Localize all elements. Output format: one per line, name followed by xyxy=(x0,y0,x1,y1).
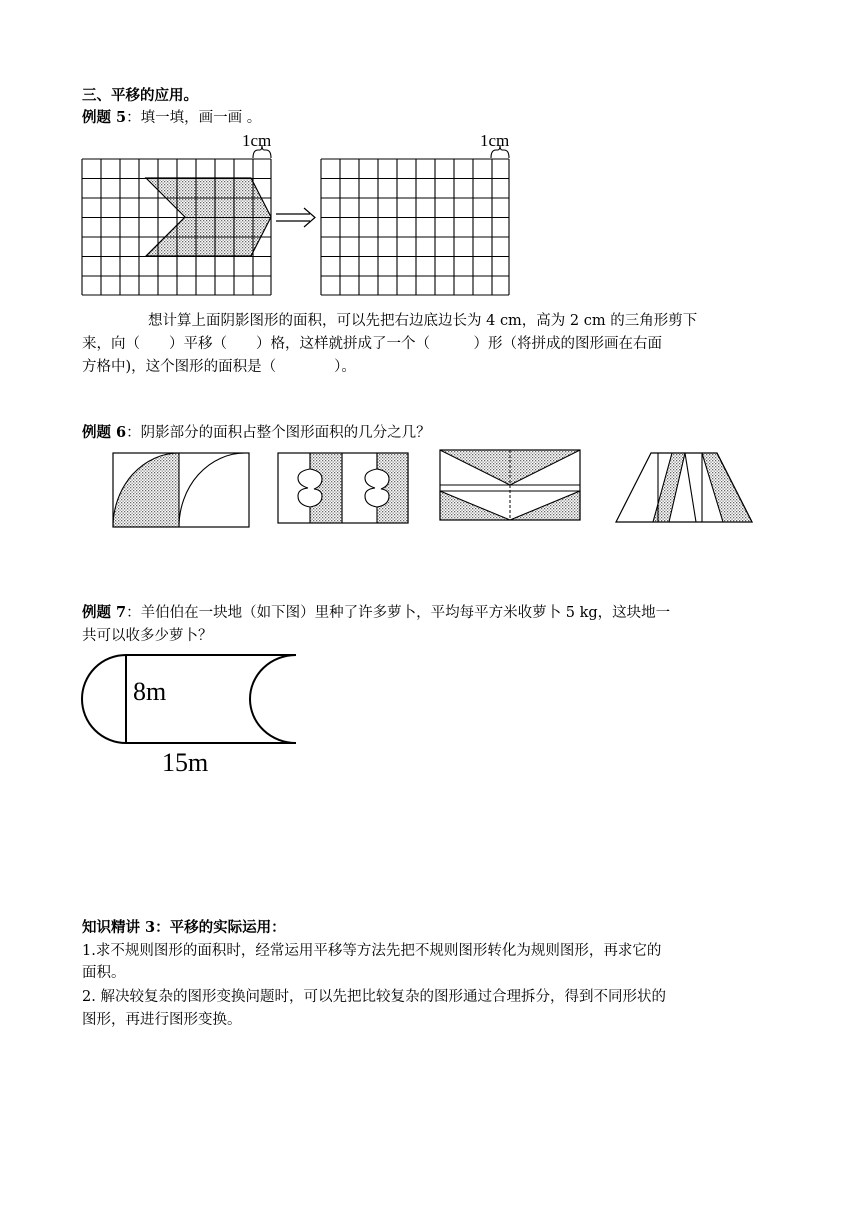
example5-figure xyxy=(80,130,540,300)
example5-heading xyxy=(82,106,261,130)
figure6d xyxy=(616,453,752,522)
example7-line1: 羊伯伯在一块地（如下图）里种了许多萝卜，平均每平方米收萝卜 5 kg，这块地一 xyxy=(140,605,671,621)
knowledge-p2-line1: 2. 解决较复杂的图形变换问题时，可以先把比较复杂的图形通过合理拆分，得到不同形状的 xyxy=(82,989,666,1005)
example6-figures xyxy=(100,445,780,535)
knowledge-title: 知识精讲 3：平移的实际运用： xyxy=(82,919,286,936)
figure6d-shaded-2 xyxy=(702,453,752,522)
example6-label: 例题 6 xyxy=(82,424,127,441)
example5-line1: 想计算上面阴影图形的面积，可以先把右边底边长为 4 cm，高为 2 cm 的三角形剪下 xyxy=(148,313,698,329)
example6-heading xyxy=(82,421,431,445)
example7-sep: ： xyxy=(126,605,141,621)
figure6a xyxy=(113,453,249,527)
example5-right-grid xyxy=(321,159,509,295)
example5-line3: 方格中)，这个图形的面积是（ ）。 xyxy=(82,359,356,375)
scale-label-right: 1cm xyxy=(480,131,510,150)
figure6a-shaded xyxy=(113,453,179,527)
example5-prompt: 填一填，画一画 。 xyxy=(140,110,262,126)
height-label: 8m xyxy=(133,677,167,706)
example5-line2: 来，向（ ）平移（ ）格，这样就拼成了一个（ ）形（将拼成的图形画在右面 xyxy=(82,336,662,352)
figure6b-shaded-1 xyxy=(310,453,342,523)
knowledge-p1-line2: 面积。 xyxy=(82,965,126,981)
figure6c xyxy=(440,450,580,520)
figure6b-shaded-2 xyxy=(377,453,408,523)
field-shape xyxy=(82,655,296,743)
example5-sep: ： xyxy=(126,110,141,126)
example5-label: 例题 5 xyxy=(82,109,127,126)
right-arrow-icon xyxy=(276,208,315,227)
example7-line2: 共可以收多少萝卜？ xyxy=(82,628,213,644)
example6-sep: ： xyxy=(126,425,141,441)
example7-label: 例题 7 xyxy=(82,604,127,621)
example7-figure xyxy=(80,650,320,780)
knowledge-p2-line2: 图形，再进行图形变换。 xyxy=(82,1012,242,1028)
example7-line1-wrap xyxy=(82,601,670,625)
example6-prompt: 阴影部分的面积占整个图形面积的几分之几？ xyxy=(140,425,431,441)
section-title: 三、平移的应用。 xyxy=(82,87,198,104)
figure6b xyxy=(278,453,408,523)
width-label: 15m xyxy=(162,748,209,777)
scale-label-left: 1cm xyxy=(242,131,272,150)
knowledge-p1-line1: 1.求不规则图形的面积时，经常运用平移等方法先把不规则图形转化为规则图形，再求它的 xyxy=(82,943,662,959)
